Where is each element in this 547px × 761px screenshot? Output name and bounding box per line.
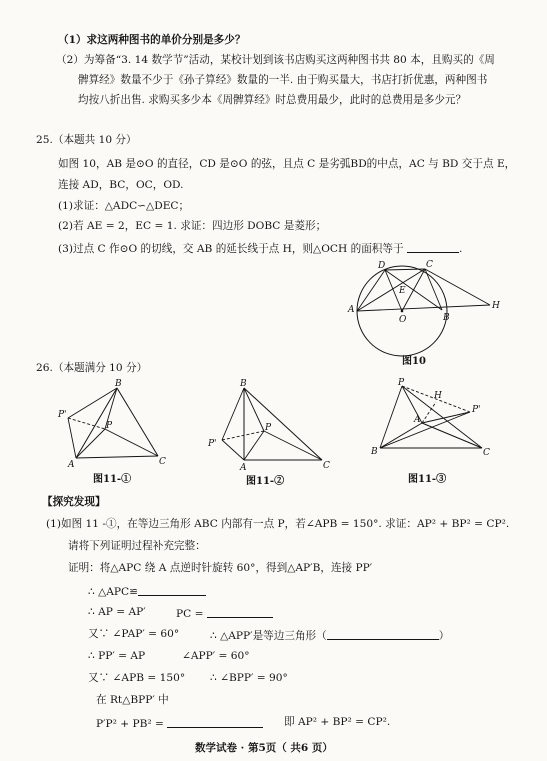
q26-line1: (1)如图 11 -①，在等边三角形 ABC 内部有一点 P，若∠APB = 150°. 求证：AP² + BP² = CP². bbox=[46, 518, 510, 530]
q26-step2a: ∴ AP = AP′ bbox=[88, 606, 146, 618]
fig11-3-label-p: P bbox=[398, 378, 405, 388]
fig10-label-d: D bbox=[378, 261, 386, 271]
figure-11-2 bbox=[204, 378, 334, 473]
fig10-caption: 图10 bbox=[402, 356, 426, 367]
q26-step7-blank bbox=[167, 716, 263, 728]
q25-line1: 如图 10，AB 是⊙O 的直径，CD 是⊙O 的弦，且点 C 是劣弧BD的中点，AC 与 BD 交于点 E， bbox=[58, 158, 516, 170]
q26-step3b bbox=[210, 628, 449, 643]
fig11-1-label-p: P bbox=[106, 421, 113, 431]
figure-10 bbox=[340, 258, 500, 358]
q26-step1 bbox=[88, 584, 206, 599]
fig11-2-label-a: A bbox=[240, 463, 247, 473]
fig10-label-o: O bbox=[399, 315, 407, 325]
figure-11-1 bbox=[58, 378, 173, 470]
fig11-1-caption: 图11-① bbox=[93, 474, 132, 485]
q26-step4b: ∠APP′ = 60° bbox=[182, 650, 250, 662]
q26-step5b: ∴ ∠BPP′ = 90° bbox=[210, 672, 288, 684]
fig11-2-caption: 图11-② bbox=[246, 476, 285, 487]
fig10-label-b: B bbox=[443, 313, 450, 323]
q26-step1-blank bbox=[138, 584, 206, 596]
fig11-3-label-b: B bbox=[371, 447, 378, 457]
q26-line3: 证明：将△APC 绕 A 点逆时针旋转 60°，得到△AP′B，连接 PP′ bbox=[68, 562, 373, 574]
q26-step3c: ） bbox=[438, 630, 450, 642]
q25-line3: (1)求证：△ADC∽△DEC； bbox=[58, 200, 190, 212]
q26-step7a-text: P′P² + PB² = bbox=[96, 718, 164, 730]
q26-step2-blank bbox=[207, 606, 273, 618]
q25-heading: 25.（本题共 10 分） bbox=[36, 134, 137, 146]
fig10-label-e: E bbox=[399, 286, 406, 296]
q24-part2-line1: （2）为筹备“3. 14 数学节”活动，某校计划到该书店购买这两种图书共 80 本，且购买的《周 bbox=[56, 54, 495, 66]
q26-step2b bbox=[176, 606, 273, 621]
q26-step4a: ∴ PP′ = AP bbox=[88, 650, 146, 662]
q25-line5-end: . bbox=[458, 243, 463, 255]
q25-line4: (2)若 AE = 2，EC = 1. 求证：四边形 DOBC 是菱形； bbox=[58, 220, 327, 232]
fig11-3-label-a: A bbox=[414, 415, 421, 425]
fig11-1-label-p-prime: P' bbox=[58, 410, 67, 420]
q26-step2b-text: PC = bbox=[176, 608, 204, 620]
fig11-1-label-b: B bbox=[115, 379, 122, 389]
fig11-1-label-a: A bbox=[68, 460, 75, 470]
fig11-3-label-p-prime: P' bbox=[472, 405, 481, 415]
q26-step3-blank bbox=[327, 628, 439, 640]
fig11-3-label-h: H bbox=[434, 391, 442, 401]
fig11-2-label-p-prime: P' bbox=[208, 439, 217, 449]
fig11-2-label-p: P bbox=[265, 423, 272, 433]
q26-step1-text: ∴ △APC≌ bbox=[88, 586, 139, 598]
fig11-3-label-c: C bbox=[483, 448, 490, 458]
q26-step3b-text: ∴ △APP′是等边三角形（ bbox=[210, 630, 327, 642]
q26-step6: 在 Rt△BPP′ 中 bbox=[96, 694, 169, 706]
figure-11-3 bbox=[370, 378, 500, 463]
fig11-2-label-b: B bbox=[240, 379, 247, 389]
fig11-1-label-c: C bbox=[159, 457, 166, 467]
fig11-3-caption: 图11-③ bbox=[408, 474, 447, 485]
q24-part2-line2: 髀算经》数量不少于《孙子算经》数量的一半. 由于购买量大，书店打折优惠，两种图书 bbox=[78, 74, 488, 86]
fig11-2-label-c: C bbox=[323, 461, 330, 471]
q25-line5 bbox=[58, 241, 462, 256]
q26-heading: 26.（本题满分 10 分） bbox=[36, 362, 148, 374]
q26-step7b: 即 AP² + BP² = CP². bbox=[284, 716, 391, 728]
q26-step7a bbox=[96, 716, 263, 731]
q25-line2: 连接 AD，BC，OC，OD. bbox=[58, 179, 184, 191]
q24-part2-line3: 均按八折出售. 求购买多少本《周髀算经》时总费用最少，此时的总费用是多少元？ bbox=[78, 94, 467, 106]
q24-part1: （1）求这两种图书的单价分别是多少？ bbox=[58, 34, 246, 46]
page-footer: 数学试卷 · 第5页（ 共6 页） bbox=[195, 742, 333, 754]
fig10-label-c: C bbox=[426, 260, 433, 270]
q25-line5-text: (3)过点 C 作⊙O 的切线，交 AB 的延长线于点 H，则△OCH 的面积等于 bbox=[58, 243, 404, 255]
q25-answer-blank bbox=[407, 241, 459, 253]
q26-step5a: 又∵ ∠APB = 150° bbox=[88, 672, 186, 684]
q26-line2: 请将下列证明过程补充完整： bbox=[68, 540, 206, 552]
q26-section-title: 【探究发现】 bbox=[42, 496, 106, 508]
q26-step3a: 又∵ ∠PAP′ = 60° bbox=[88, 628, 180, 640]
fig10-label-a: A bbox=[348, 305, 355, 315]
fig10-label-h: H bbox=[492, 301, 500, 311]
